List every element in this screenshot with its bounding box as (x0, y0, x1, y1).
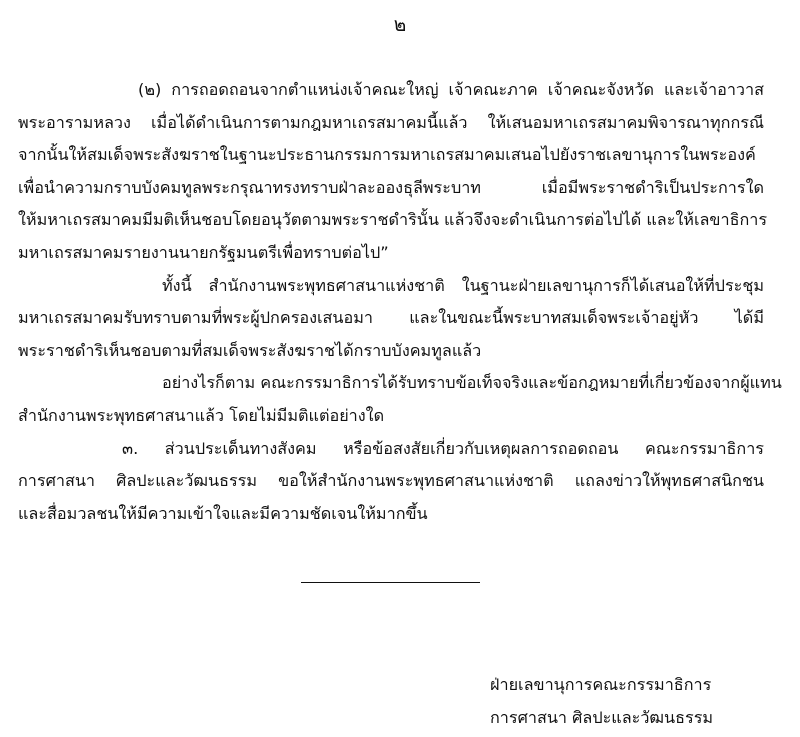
signature-block (490, 668, 713, 734)
paragraph-secretariat-report (18, 270, 764, 368)
text-line: ๓. ส่วนประเด็นทางสังคม หรือข้อสงสัยเกี่ยวกับเหตุผลการถอดถอน คณะกรรมาธิการ (122, 438, 764, 458)
paragraph-removal-procedure (18, 74, 768, 270)
signature-line-committee: การศาสนา ศิลปะและวัฒนธรรม (490, 708, 714, 727)
text-line: เพื่อนำความกราบบังคมทูลพระกรุณาทรงทราบฝ่าละอองธุลีพระบาท เมื่อมีพระราชดำริเป็นประการใด (18, 177, 764, 197)
signature-line-secretariat: ฝ่ายเลขานุการคณะกรรมาธิการ (490, 675, 712, 694)
text-line: มหาเถรสมาคมรายงานนายกรัฐมนตรีเพื่อทราบต่อไป” (18, 242, 389, 262)
text-line: การศาสนา ศิลปะและวัฒนธรรม ขอให้สำนักงานพระพุทธศาสนาแห่งชาติ แถลงข่าวให้พุทธศาสนิกชน (18, 471, 764, 491)
text-line: ให้มหาเถรสมาคมมีมติเห็นชอบโดยอนุวัตตามพระราชดำรินั้น แล้วจึงจะดำเนินการต่อไปได้ และให้เลขาธิการ (18, 210, 768, 230)
text-line: และสื่อมวลชนให้มีความเข้าใจและมีความชัดเจนให้มากขึ้น (18, 503, 428, 523)
text-line: (๒) การถอดถอนจากตำแหน่งเจ้าคณะใหญ่ เจ้าคณะภาค เจ้าคณะจังหวัด และเจ้าอาวาส (138, 80, 764, 99)
text-line: อย่างไรก็ตาม คณะกรรมาธิการได้รับทราบข้อเท็จจริงและข้อกฎหมายที่เกี่ยวข้องจากผู้แทน (162, 373, 782, 393)
text-line: จากนั้นให้สมเด็จพระสังฆราชในฐานะประธานกรรมการมหาเถรสมาคมเสนอไปยังราชเลขานุการในพระองค์ (18, 145, 756, 165)
body-text (18, 74, 782, 530)
text-line: ทั้งนี้ สำนักงานพระพุทธศาสนาแห่งชาติ ในฐานะฝ่ายเลขานุการก็ได้เสนอให้ที่ประชุม (162, 275, 764, 295)
text-line: พระอารามหลวง เมื่อได้ดำเนินการตามกฎมหาเถรสมาคมนี้แล้ว ให้เสนอมหาเถรสมาคมพิจารณาทุกกรณี (18, 112, 764, 132)
text-line: พระราชดำริเห็นชอบตามที่สมเด็จพระสังฆราชได้กราบบังคมทูลแล้ว (18, 340, 482, 360)
page-number: ๒ (393, 14, 407, 36)
text-line: มหาเถรสมาคมรับทราบตามที่พระผู้ปกครองเสนอมา และในขณะนี้พระบาทสมเด็จพระเจ้าอยู่หัว ได้มี (18, 308, 764, 328)
text-line: สำนักงานพระพุทธศาสนาแล้ว โดยไม่มีมติแต่อย่างใด (18, 405, 385, 425)
paragraph-committee-acknowledgement (18, 367, 782, 432)
paragraph-social-issues (18, 433, 764, 531)
section-divider (301, 582, 480, 583)
